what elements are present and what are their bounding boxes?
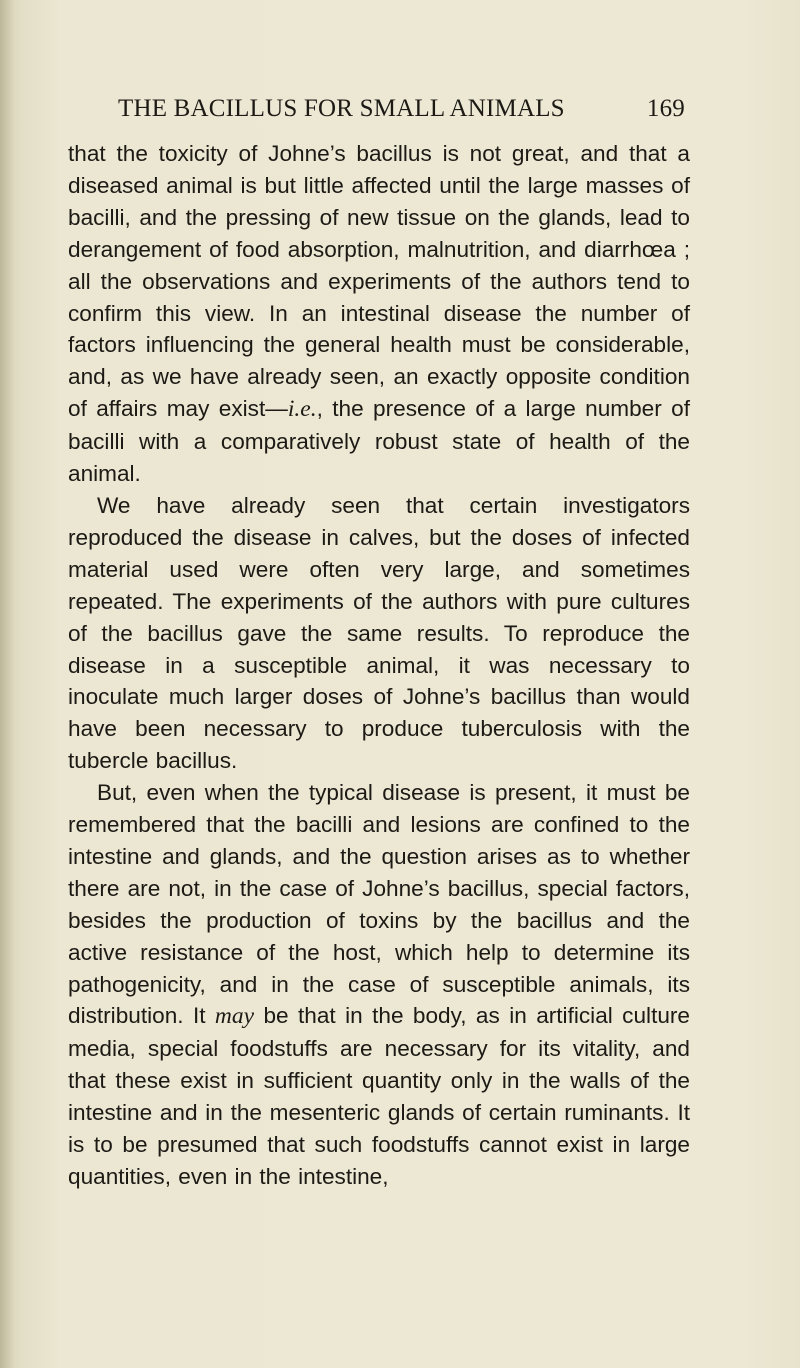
body-text	[68, 138, 690, 1193]
paragraph-1-text-a: that the toxicity of Johne’s bacillus is not great, and that a diseased animal is but little affected until the large masses of bacilli, and the pressing of new tissue on the glands, lead to derangement of food absorption, malnutrition, and diarrhœa ; all the observations and experiments of the authors tend to confirm this view. In an intestinal disease the number of factors influencing the general health must be considerable, and, as we have already seen, an exactly opposite condition of affairs may exist—	[68, 141, 690, 422]
paragraph-2-text: We have already seen that certain investigators reproduced the disease in calves, but the doses of infected material used were often very large, and sometimes repeated. The experiments of the authors with pure cultures of the bacillus gave the same results. To reproduce the disease in a susceptible animal, it was necessary to inoculate much larger doses of Johne’s bacillus than would have been necessary to produce tuberculosis with the tubercle bacillus.	[68, 492, 690, 774]
paragraph-3-text-b: be that in the body, as in artificial culture media, special foodstuffs are necessary for its vitality, and that these exist in sufficient quantity only in the walls of the intestine and in the mesenteric glands of certain ruminants. It is to be presumed that such foodstuffs cannot exist in large quantities, even in the intestine,	[68, 1003, 691, 1189]
page-number: 169	[646, 95, 685, 122]
paragraph-3-italic-may: may	[214, 1003, 255, 1030]
paragraph-3	[68, 777, 690, 1193]
paragraph-1-text-b: , the presence of a large number of bacilli with a comparatively robust state of health of the animal.	[68, 396, 691, 487]
page-edge-shadow	[0, 0, 14, 1368]
paragraph-1	[68, 138, 690, 490]
paragraph-2	[68, 490, 690, 777]
running-head-title: THE BACILLUS FOR SMALL ANIMALS	[118, 95, 565, 122]
paragraph-3-text-a: But, even when the typical disease is present, it must be remembered that the bacilli and lesions are confined to the intestine and glands, and the question arises as to whether there are not, in the case of Johne’s bacillus, special factors, besides the production of toxins by the bacillus and the active resistance of the host, which help to determine its pathogenicity, and in the case of susceptible animals, its distribution. It	[68, 780, 690, 1029]
paragraph-1-italic-ie: i.e.	[287, 396, 317, 423]
running-head	[118, 92, 685, 126]
